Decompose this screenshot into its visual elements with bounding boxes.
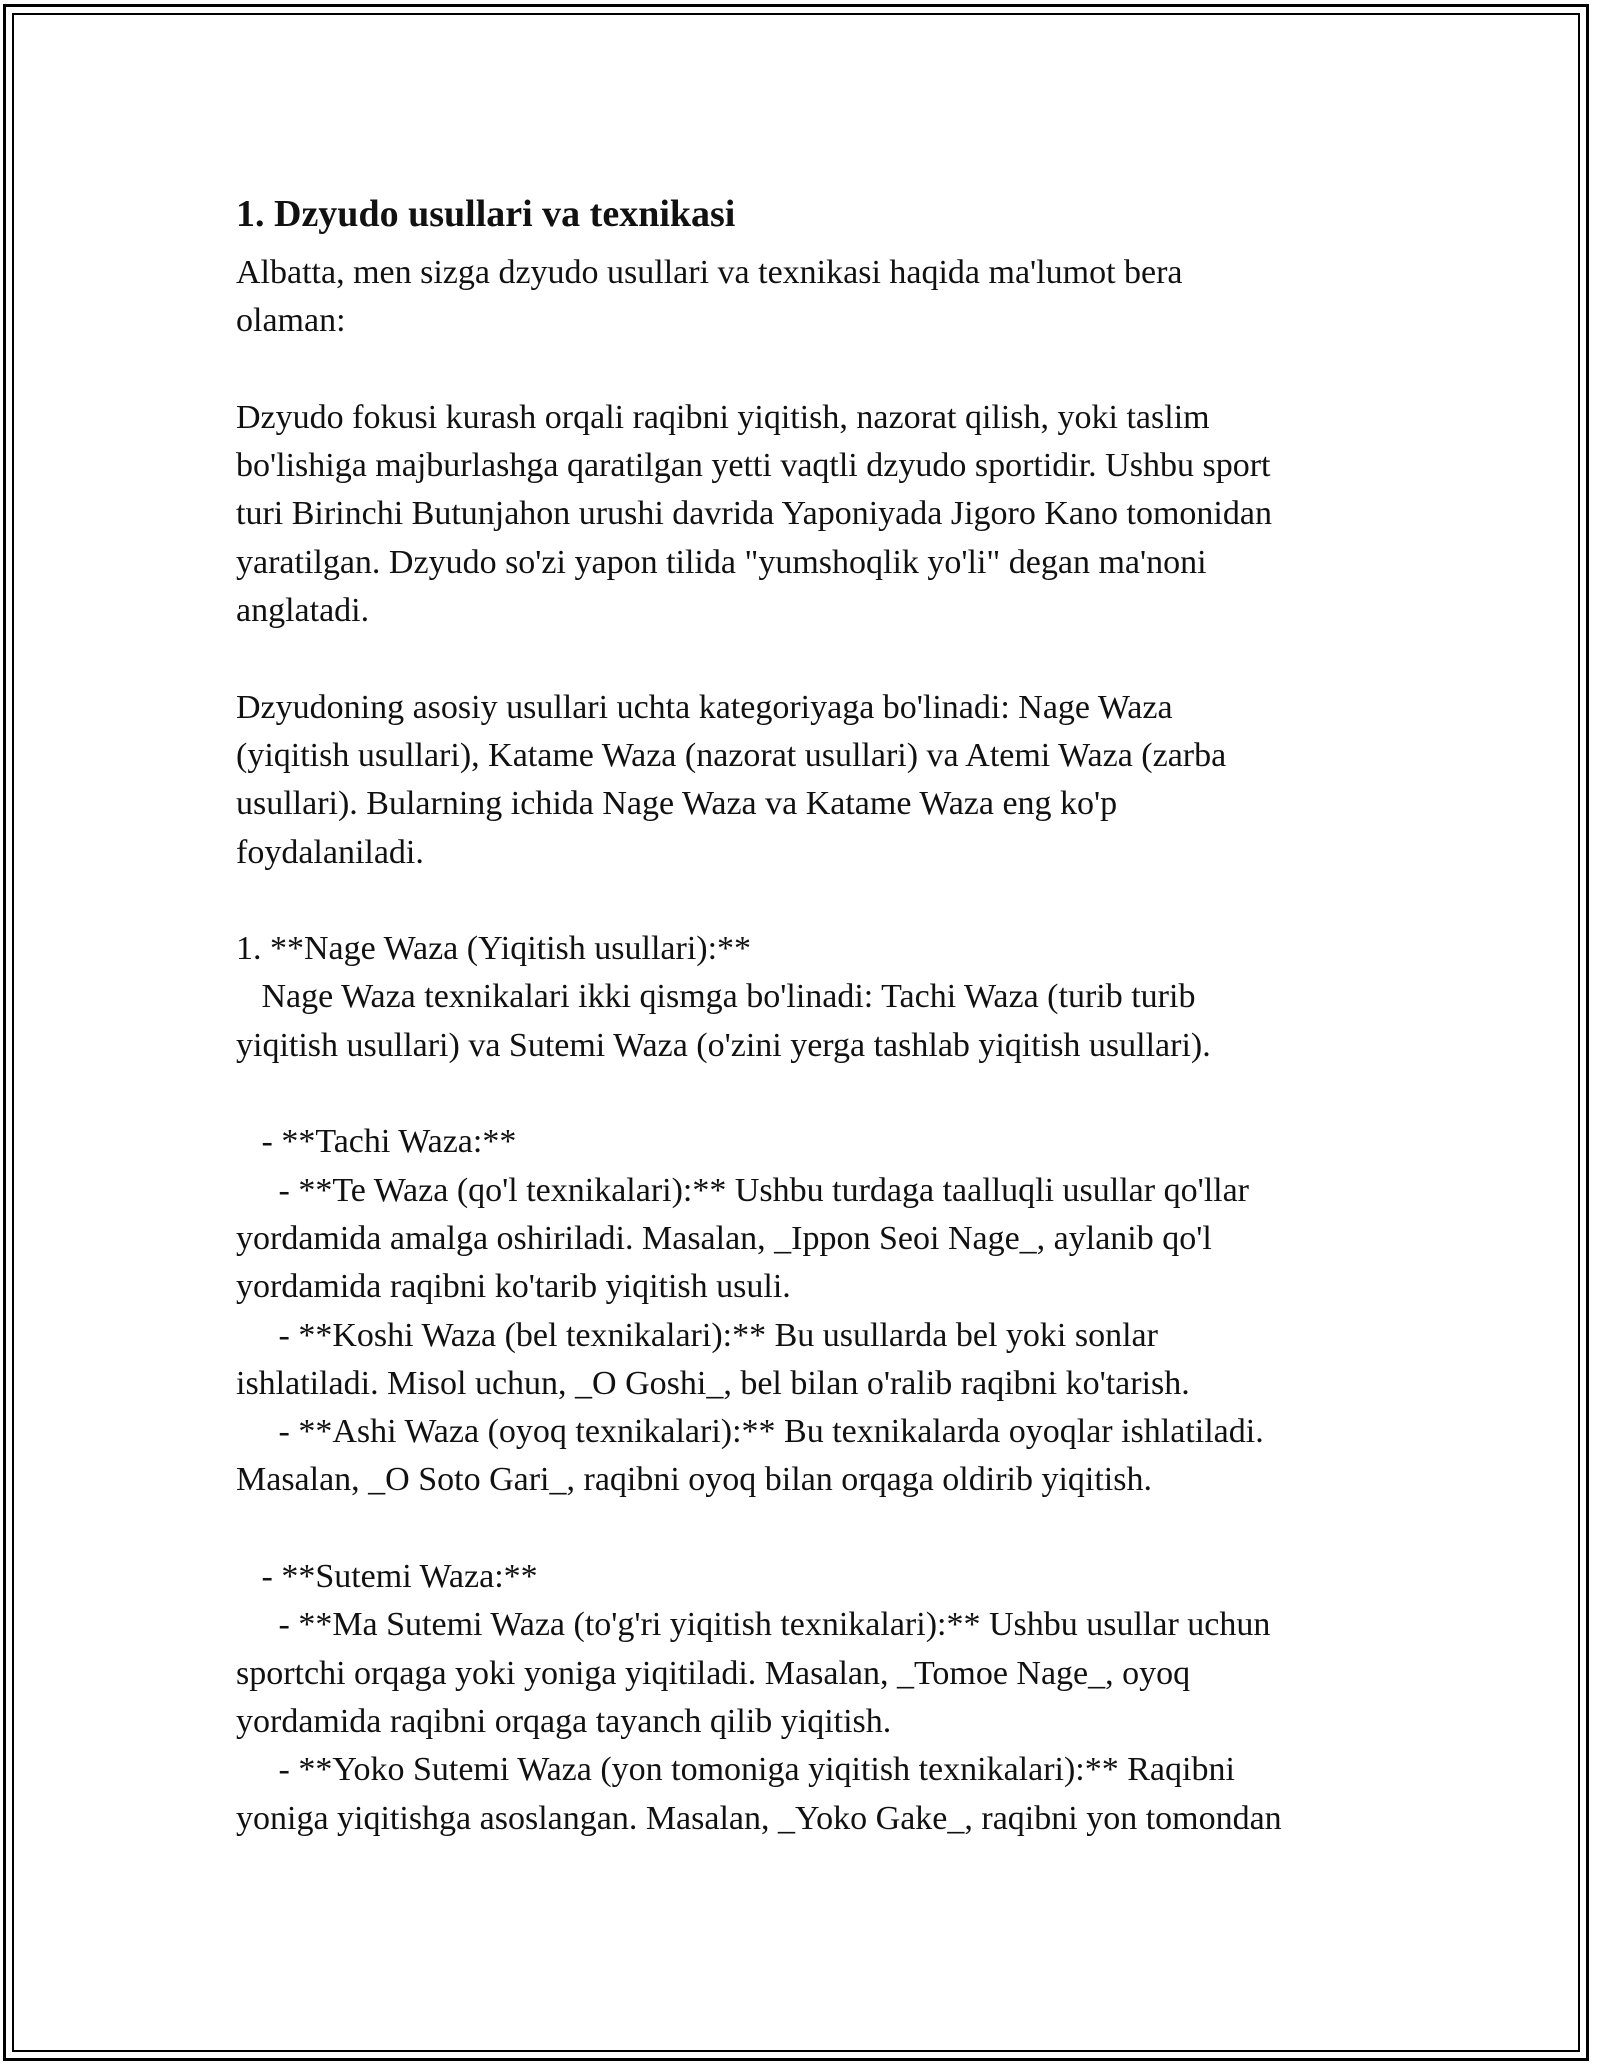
blank-line bbox=[236, 877, 1386, 925]
text-line: Dzyudo fokusi kurash orqali raqibni yiqitish, nazorat qilish, yoki taslim bbox=[236, 398, 1210, 436]
text-line: - **Yoko Sutemi Waza (yon tomoniga yiqitish texnikalari):** Raqibni bbox=[236, 1751, 1235, 1789]
text-line: bo'lishiga majburlashga qaratilgan yetti vaqtli dzyudo sportidir. Ushbu sport bbox=[236, 447, 1271, 485]
text-line: Nage Waza texnikalari ikki qismga bo'linadi: Tachi Waza (turib turib bbox=[236, 978, 1196, 1016]
text-line: yordamida amalga oshiriladi. Masalan, _Ippon Seoi Nage_, aylanib qo'l bbox=[236, 1219, 1212, 1257]
text-line: ishlatiladi. Misol uchun, _O Goshi_, bel bilan o'ralib raqibni ko'tarish. bbox=[236, 1364, 1190, 1402]
text-line: Masalan, _O Soto Gari_, raqibni oyoq bilan orqaga oldirib yiqitish. bbox=[236, 1461, 1152, 1499]
text-line: - **Ma Sutemi Waza (to'g'ri yiqitish texnikalari):** Ushbu usullar uchun bbox=[236, 1606, 1271, 1644]
text-line: - **Koshi Waza (bel texnikalari):** Bu usullarda bel yoki sonlar bbox=[236, 1316, 1158, 1354]
text-line: 1. **Nage Waza (Yiqitish usullari):** bbox=[236, 930, 752, 968]
text-line: turi Birinchi Butunjahon urushi davrida Yaponiyada Jigoro Kano tomonidan bbox=[236, 495, 1272, 533]
text-line: anglatadi. bbox=[236, 592, 370, 630]
text-line: yordamida raqibni ko'tarib yiqitish usuli. bbox=[236, 1268, 791, 1306]
document-title: 1. Dzyudo usullari va texnikasi bbox=[236, 193, 736, 235]
document-page bbox=[236, 185, 1386, 1843]
blank-line bbox=[236, 346, 1386, 394]
blank-line bbox=[236, 1070, 1386, 1118]
text-line: - **Te Waza (qo'l texnikalari):** Ushbu turdaga taalluqli usullar qo'llar bbox=[236, 1171, 1249, 1209]
text-line: yoniga yiqitishga asoslangan. Masalan, _Yoko Gake_, raqibni yon tomondan bbox=[236, 1799, 1282, 1837]
text-line: yordamida raqibni orqaga tayanch qilib yiqitish. bbox=[236, 1702, 892, 1740]
blank-line bbox=[236, 635, 1386, 683]
text-line: usullari). Bularning ichida Nage Waza va Katame Waza eng ko'p bbox=[236, 785, 1118, 823]
document-body bbox=[236, 249, 1386, 1843]
text-line: Dzyudoning asosiy usullari uchta kategoriyaga bo'linadi: Nage Waza bbox=[236, 688, 1173, 726]
text-line: sportchi orqaga yoki yoniga yiqitiladi. Masalan, _Tomoe Nage_, oyoq bbox=[236, 1654, 1191, 1692]
text-line: - **Sutemi Waza:** bbox=[236, 1558, 538, 1596]
text-line: olaman: bbox=[236, 302, 346, 340]
text-line: foydalaniladi. bbox=[236, 833, 424, 871]
text-line: - **Tachi Waza:** bbox=[236, 1123, 517, 1161]
text-line: Albatta, men sizga dzyudo usullari va texnikasi haqida ma'lumot bera bbox=[236, 254, 1183, 291]
text-line: yiqitish usullari) va Sutemi Waza (o'zini yerga tashlab yiqitish usullari). bbox=[236, 1026, 1211, 1064]
text-line: yaratilgan. Dzyudo so'zi yapon tilida "yumshoqlik yo'li" degan ma'noni bbox=[236, 543, 1207, 581]
blank-line bbox=[236, 1505, 1386, 1553]
text-line: (yiqitish usullari), Katame Waza (nazorat usullari) va Atemi Waza (zarba bbox=[236, 736, 1227, 774]
text-line: - **Ashi Waza (oyoq texnikalari):** Bu texnikalarda oyoqlar ishlatiladi. bbox=[236, 1413, 1264, 1451]
